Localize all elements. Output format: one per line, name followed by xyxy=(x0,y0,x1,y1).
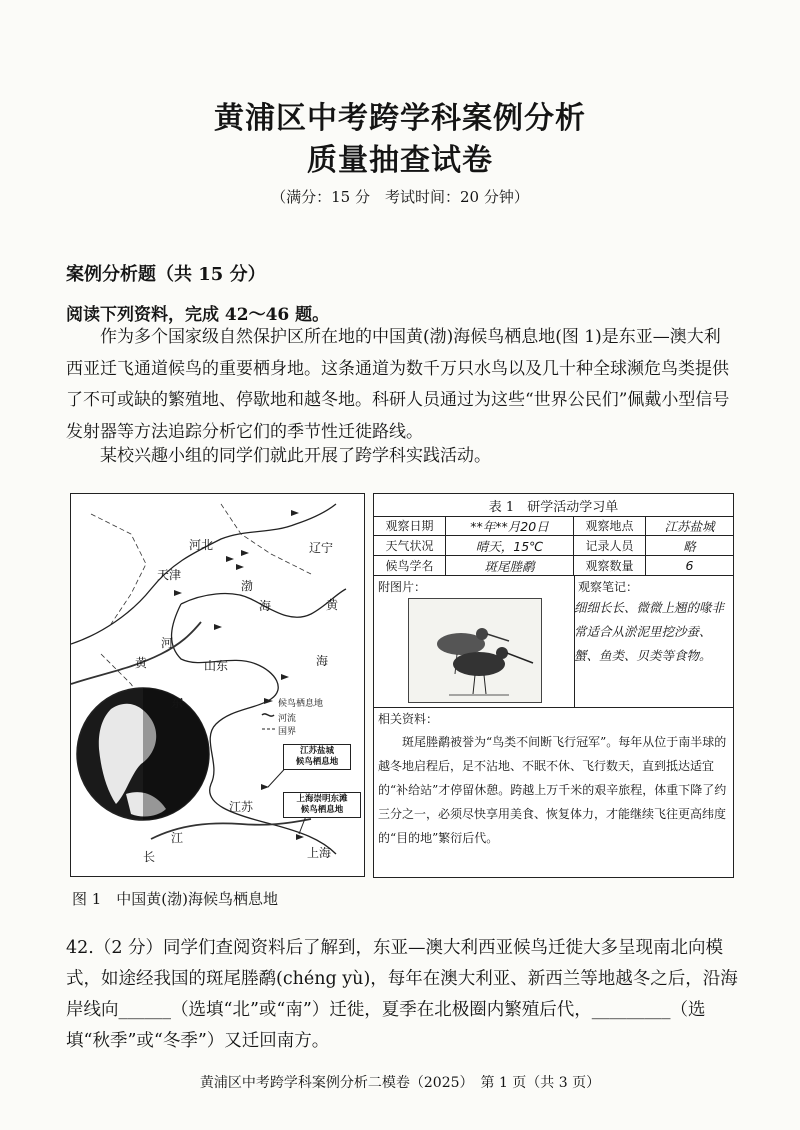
map-label-hebei: 河北 xyxy=(189,538,214,552)
map-label-hai1: 海 xyxy=(259,599,272,613)
page-footer: 黄浦区中考跨学科案例分析二模卷（2025） 第 1 页（共 3 页） xyxy=(199,1075,601,1091)
habitat-map xyxy=(70,493,365,877)
callout-yancheng xyxy=(283,744,351,770)
map-label-liaoning: 辽宁 xyxy=(309,541,334,555)
figure-caption: 图 1 中国黄(渤)海候鸟栖息地 xyxy=(72,890,279,908)
cell-label-recorder: 记录人员 xyxy=(574,536,646,556)
callout-chongming xyxy=(283,792,361,818)
cell-label-species: 候鸟学名 xyxy=(374,556,446,576)
map-label-tianjin: 天津 xyxy=(157,568,182,582)
exam-title-line2: 质量抽查试卷 xyxy=(307,143,493,178)
map-label-shanghai: 上海 xyxy=(307,846,332,860)
observation-notes: 细细长长、微微上翘的喙非常适合从淤泥里挖沙蚕、蟹、鱼类、贝类等食物。 xyxy=(574,600,725,663)
question-42: 42.（2 分）同学们查阅资料后了解到，东亚—澳大利西亚候鸟迁徙大多呈现南北向模式，如途经我国的斑尾塍鹬(chéng yù)，每年在澳大利亚、新西兰等地越冬之后，沿海岸线向______（选填“北”或“南”）迁徙，夏季在北极圈内繁殖后代，_________（选填“秋季”或“冬季”）又迁回南方。 xyxy=(66,938,738,1051)
map-label-bo: 渤 xyxy=(241,579,254,593)
map-label-chang: 长 xyxy=(143,850,156,864)
cell-label-weather: 天气状况 xyxy=(374,536,446,556)
map-label-he: 河 xyxy=(161,636,174,650)
callout-yancheng-line2: 候鸟栖息地 xyxy=(295,757,339,767)
map-label-shandong: 山东 xyxy=(204,659,229,673)
cell-label-place: 观察地点 xyxy=(574,516,646,536)
section-title: 案例分析题（共 15 分） xyxy=(66,264,266,285)
cell-value-count: 6 xyxy=(646,556,733,576)
legend-river: 河流 xyxy=(278,714,297,724)
map-label-hai2: 海 xyxy=(316,654,329,668)
legend-border: 国界 xyxy=(278,727,297,737)
callout-chongming-line2: 候鸟栖息地 xyxy=(300,805,344,815)
cell-value-place: 江苏盐城 xyxy=(646,516,733,536)
related-label: 相关资料： xyxy=(378,712,439,726)
exam-meta: （满分：15 分 考试时间：20 分钟） xyxy=(271,188,529,206)
table-title: 表 1 研学活动学习单 xyxy=(488,500,619,515)
cell-label-count: 观察数量 xyxy=(574,556,646,576)
notes-label: 观察笔记： xyxy=(578,580,639,594)
cell-value-species: 斑尾塍鹬 xyxy=(446,556,574,576)
callout-yancheng-line1: 江苏盐城 xyxy=(299,746,334,756)
legend-habitat: 候鸟栖息地 xyxy=(278,699,324,709)
study-sheet-table xyxy=(373,493,734,878)
cell-value-recorder: 略 xyxy=(646,536,733,556)
map-label-jiang: 江 xyxy=(171,831,184,845)
exam-title-line1: 黄浦区中考跨学科案例分析 xyxy=(214,101,586,136)
related-material: 斑尾塍鹬被誉为“鸟类不间断飞行冠军”。每年从位于南半球的越冬地启程后，足不沾地、不眠不休、飞行数天，直到抵达适宜的“补给站”才停留休憩。跨越上万千米的艰辛旅程，体重下降了约三分之一，必须尽快享用美食、恢复体力，才能继续飞往更高纬度的“目的地”繁衍后代。 xyxy=(378,735,727,845)
godwit-illustration xyxy=(409,599,541,702)
section-lead: 阅读下列资料，完成 42～46 题。 xyxy=(66,305,330,325)
map-label-huang-sea: 黄 xyxy=(326,598,339,612)
callout-chongming-line1: 上海崇明东滩 xyxy=(296,794,348,804)
map-label-huang-river: 黄 xyxy=(135,656,148,670)
activity-paragraph: 某校兴趣小组的同学们就此开展了跨学科实践活动。 xyxy=(66,446,491,466)
bird-photo xyxy=(408,598,542,703)
cell-label-date: 观察日期 xyxy=(374,516,446,536)
photo-label: 附图片： xyxy=(378,580,427,594)
intro-paragraph: 作为多个国家级自然保护区所在地的中国黄(渤)海候鸟栖息地(图 1)是东亚—澳大利西亚迁飞通道候鸟的重要栖身地。这条通道为数千万只水鸟以及几十种全球濒危鸟类提供了不可或缺的繁殖地、停歇地和越冬地。科研人员通过为这些“世界公民们”佩戴小型信号发射器等方法追踪分析它们的季节性迁徙路线。 xyxy=(66,327,730,442)
map-label-jiangsu: 江苏 xyxy=(229,800,254,814)
map-label-dong: 东 xyxy=(171,696,184,710)
cell-value-date: **年**月20日 xyxy=(446,516,574,536)
cell-value-weather: 晴天，15℃ xyxy=(446,536,574,556)
